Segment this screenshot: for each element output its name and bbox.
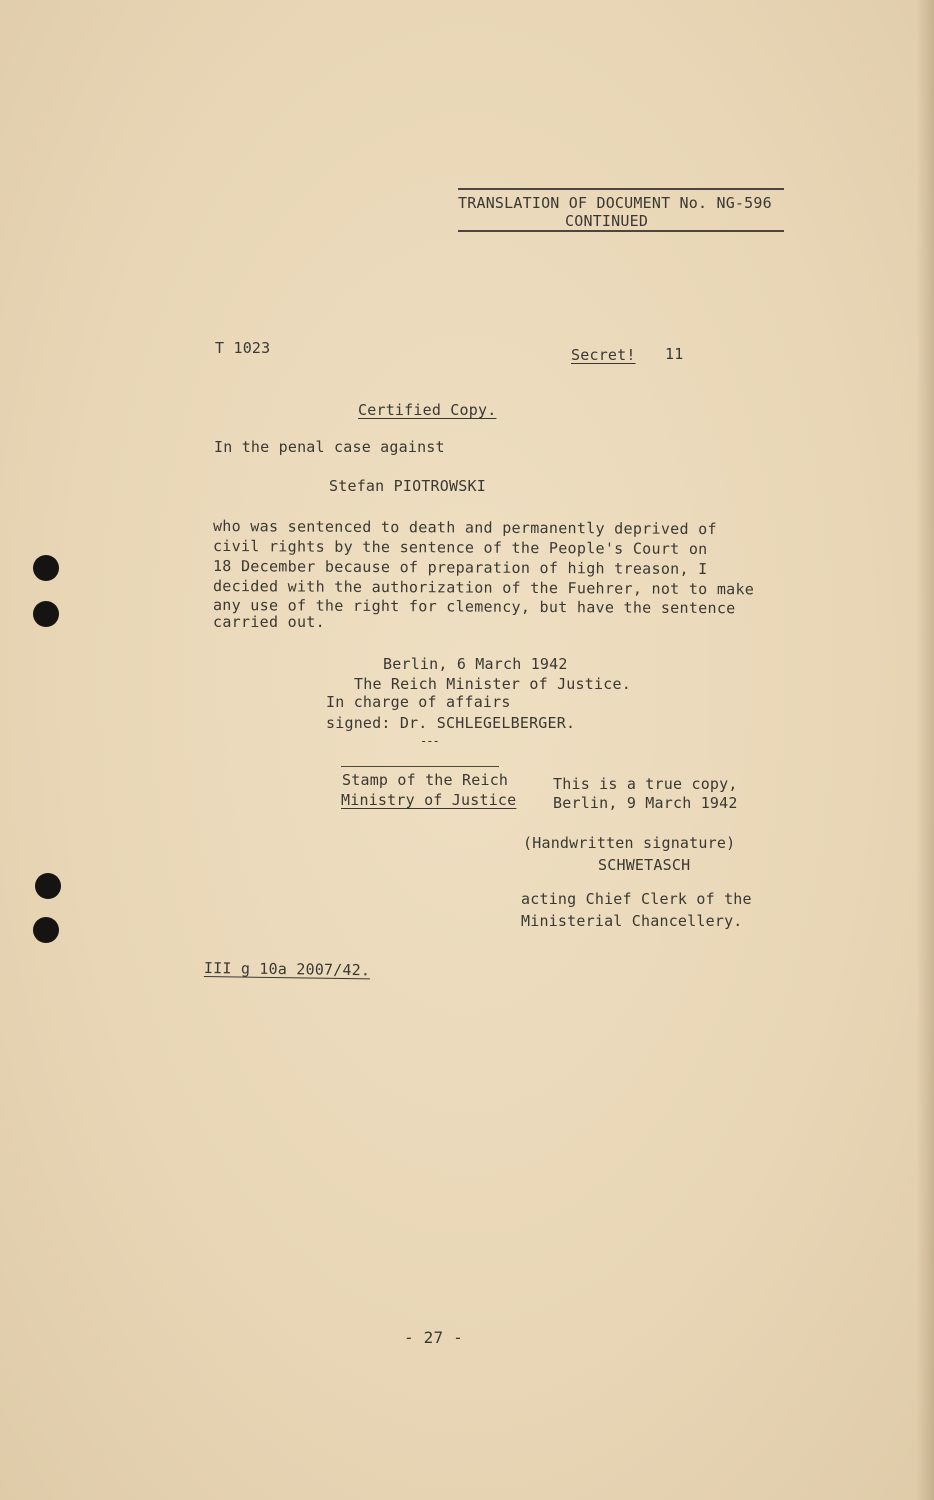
punch-hole [35, 873, 61, 899]
header-title: TRANSLATION OF DOCUMENT No. NG-596 [458, 194, 772, 212]
signatory-role: The Reich Minister of Justice. [354, 675, 631, 693]
classification-label: Secret! [571, 346, 636, 364]
true-copy-line: This is a true copy, [553, 775, 738, 793]
certified-copy-heading: Certified Copy. [358, 401, 497, 419]
file-reference: III g 10a 2007/42. [203, 959, 371, 980]
certifier-name: SCHWETASCH [598, 856, 691, 874]
copy-number: 11 [665, 345, 684, 363]
intro-text: In the penal case against [214, 438, 445, 456]
paragraph-line: civil rights by the sentence of the People's Court on [212, 537, 708, 559]
certifier-title: Ministerial Chancellery. [521, 912, 743, 930]
page-number: - 27 - [404, 1328, 463, 1347]
document-reference-number: T 1023 [215, 339, 271, 357]
signatory-capacity: In charge of affairs [326, 693, 511, 711]
punch-hole [33, 917, 59, 943]
header-top-rule [458, 188, 784, 190]
paragraph-line: 18 December because of preparation of high treason, I [212, 557, 708, 579]
header-bottom-rule [458, 230, 784, 232]
separator-dash: --- [420, 734, 439, 748]
paragraph-line: who was sentenced to death and permanently deprived of [212, 517, 717, 539]
paragraph-line: decided with the authorization of the Fuehrer, not to make [212, 577, 755, 599]
stamp-line: Ministry of Justice [341, 791, 517, 809]
punch-hole [33, 555, 59, 581]
paragraph-line: any use of the right for clemency, but have the sentence [212, 596, 736, 618]
stamp-line: Stamp of the Reich [342, 771, 509, 789]
paragraph-line: carried out. [213, 613, 325, 631]
certification-date: Berlin, 9 March 1942 [553, 794, 738, 812]
certifier-title: acting Chief Clerk of the [521, 890, 752, 908]
stamp-rule [341, 766, 499, 767]
signed-by: signed: Dr. SCHLEGELBERGER. [326, 714, 576, 732]
defendant-name: Stefan PIOTROWSKI [329, 477, 486, 495]
paper-edge [916, 0, 934, 1500]
header-subtitle: CONTINUED [565, 212, 649, 230]
punch-hole [33, 601, 59, 627]
place-and-date: Berlin, 6 March 1942 [383, 655, 568, 673]
handwritten-signature-note: (Handwritten signature) [523, 834, 736, 852]
